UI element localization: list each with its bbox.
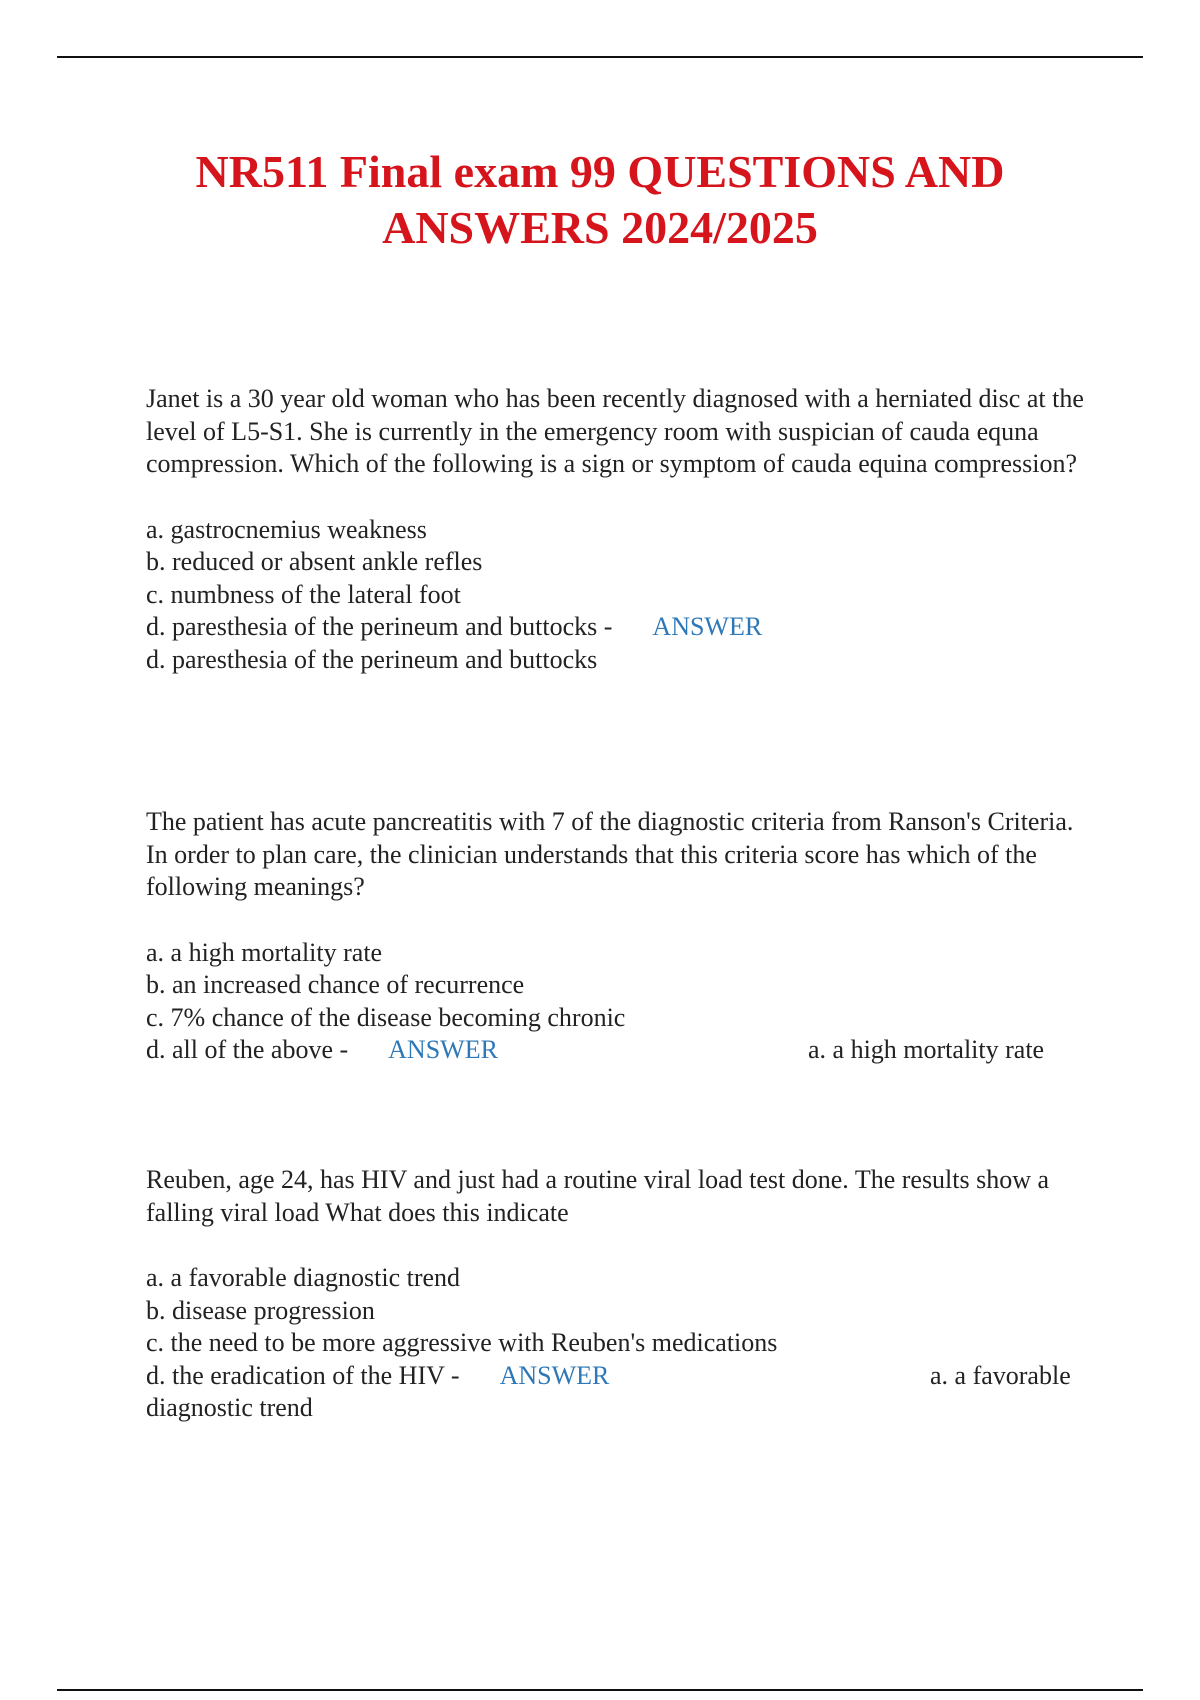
option-c: c. the need to be more aggressive with Reuben's medications: [146, 1328, 778, 1357]
question-stem: Reuben, age 24, has HIV and just had a routine viral load test done. The results show a falling viral load What does this indicate: [146, 1165, 1050, 1227]
answer-label: ANSWER: [388, 1035, 498, 1064]
top-rule: [57, 56, 1143, 58]
option-b: b. an increased chance of recurrence: [146, 970, 525, 999]
answer-label: ANSWER: [652, 612, 763, 641]
option-b: b. disease progression: [146, 1295, 375, 1325]
option-a: a. a high mortality rate: [146, 937, 383, 967]
option-d: d. paresthesia of the perineum and buttocks -: [146, 612, 613, 641]
question-block: [146, 383, 1086, 676]
bottom-rule: [57, 1689, 1143, 1691]
option-d-group: [146, 1360, 609, 1393]
answer-text: a. a high mortality rate: [808, 1035, 1045, 1064]
question-stem: The patient has acute pancreatitis with 7 of the diagnostic criteria from Ranson's Criteria. In order to plan care, the clinician understands that this criteria score has which of the following meanings?: [146, 807, 1074, 901]
answer-text: a. a favorable: [930, 1360, 1071, 1390]
option-d: d. all of the above -: [146, 1035, 349, 1064]
option-d: d. the eradication of the HIV -: [146, 1360, 460, 1390]
option-a: a. gastrocnemius weakness: [146, 514, 427, 544]
option-b: b. reduced or absent ankle refles: [146, 547, 483, 576]
option-d-group: [146, 1034, 498, 1067]
option-d-row: [146, 1360, 1086, 1393]
answer-label: ANSWER: [499, 1360, 610, 1390]
answer-text-continued: diagnostic trend: [146, 1393, 313, 1422]
question-block: [146, 1164, 1086, 1425]
document-title: NR511 Final exam 99 QUESTIONS AND ANSWERS 2024/2025: [195, 146, 1005, 253]
option-d-row: [146, 1034, 1086, 1067]
question-stem: Janet is a 30 year old woman who has been recently diagnosed with a herniated disc at the level of L5-S1. She is currently in the emergency room with suspician of cauda equna compression. Which of the following is a sign or symptom of cauda equina compression?: [146, 384, 1084, 478]
option-d-row: [146, 611, 1086, 644]
option-c: c. 7% chance of the disease becoming chronic: [146, 1002, 626, 1032]
option-a: a. a favorable diagnostic trend: [146, 1263, 461, 1292]
option-c: c. numbness of the lateral foot: [146, 579, 461, 609]
answer-text: d. paresthesia of the perineum and buttocks: [146, 644, 598, 674]
question-block: [146, 806, 1086, 1067]
